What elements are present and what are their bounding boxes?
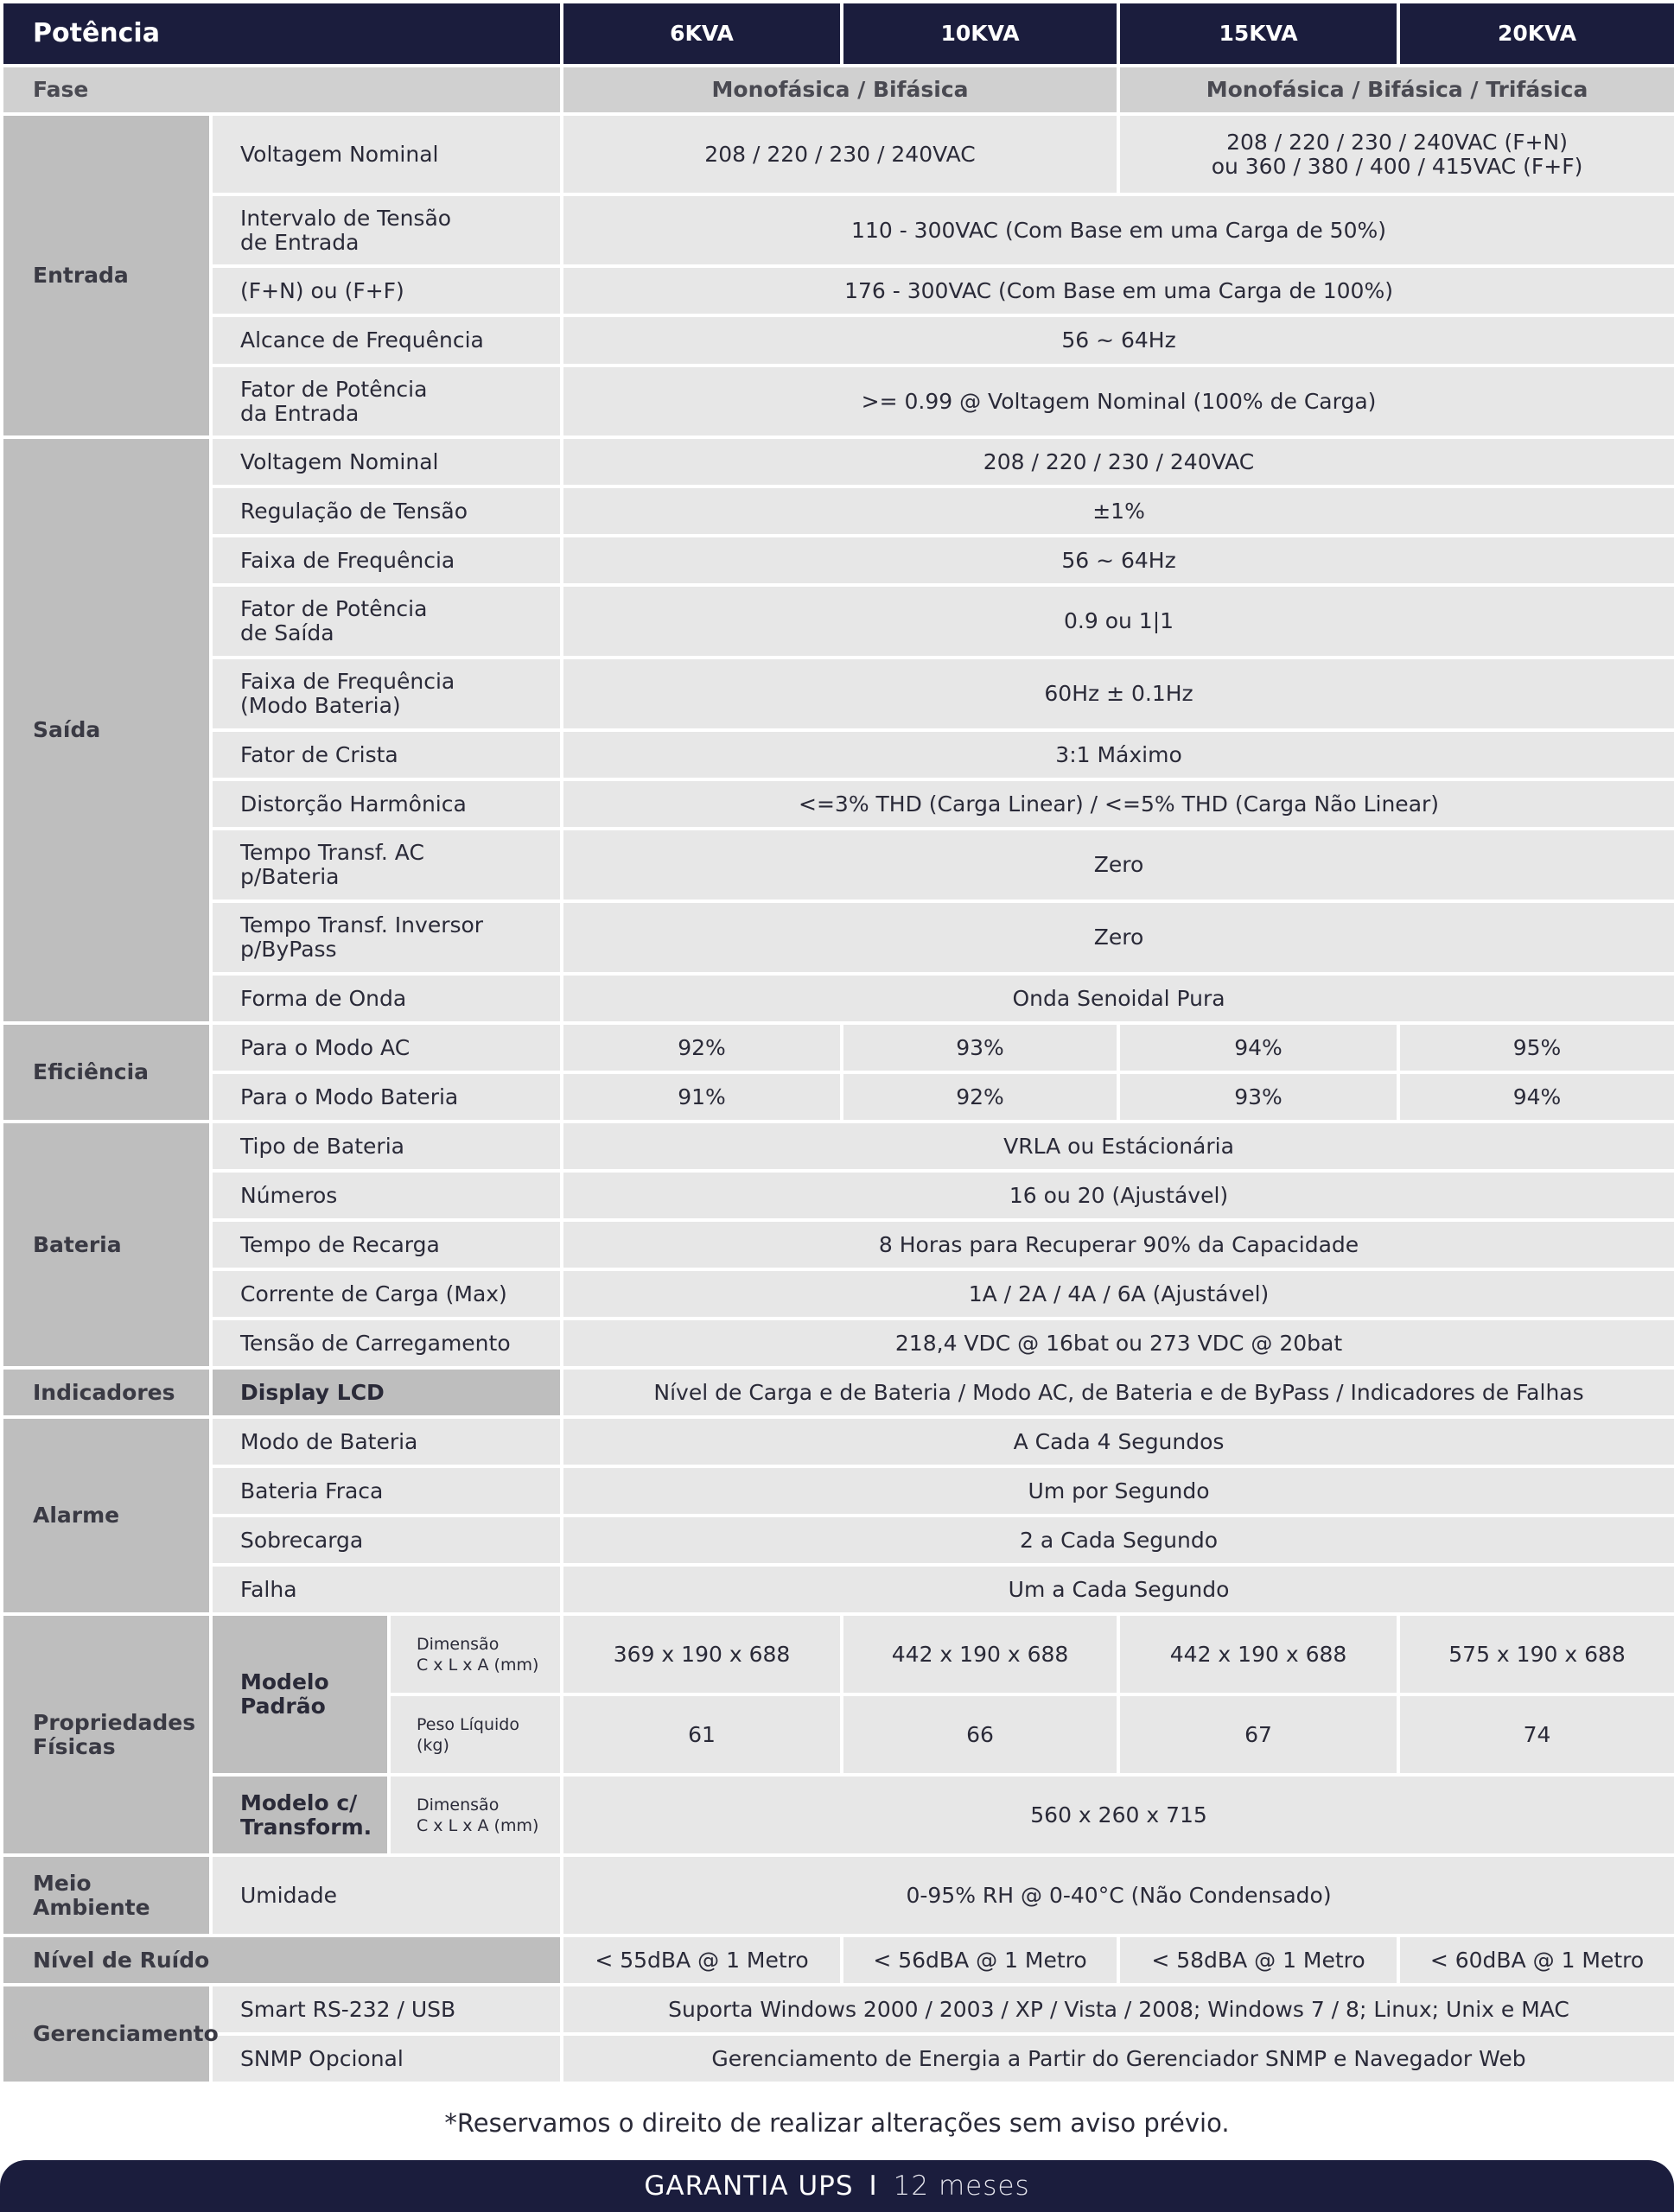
cell-value: Nível de Carga e de Bateria / Modo AC, de Bateria e de ByPass / Indicadores de Falhas	[562, 1368, 1674, 1417]
row-label: Tempo Transf. Inversor p/ByPass	[211, 901, 562, 974]
table-row	[2, 365, 1674, 437]
fase-label: Fase	[2, 66, 562, 114]
table-row	[2, 1122, 1674, 1171]
cell-value: 0.9 ou 1|1	[562, 585, 1674, 658]
table-row	[2, 1171, 1674, 1220]
row-label: Faixa de Frequência	[211, 536, 562, 585]
table-row	[2, 974, 1674, 1023]
row-label: Números	[211, 1171, 562, 1220]
model-6kva: 6KVA	[562, 2, 842, 66]
cell-value: Gerenciamento de Energia a Partir do Gerenciador SNMP e Navegador Web	[562, 2034, 1674, 2083]
cell-value: < 58dBA @ 1 Metro	[1118, 1936, 1398, 1985]
row-label: Fator de Crista	[211, 730, 562, 779]
model-10kva: 10KVA	[842, 2, 1118, 66]
table-row	[2, 1775, 1674, 1855]
fase-group2: Monofásica / Bifásica / Trifásica	[1118, 66, 1674, 114]
row-label: Falha	[211, 1565, 562, 1614]
table-row	[2, 315, 1674, 365]
cell-value: 93%	[1118, 1072, 1398, 1122]
row-label: Voltagem Nominal	[211, 437, 562, 486]
table-row	[2, 1220, 1674, 1269]
table-row	[2, 1516, 1674, 1565]
category-bateria: Bateria	[2, 1122, 211, 1368]
category-saida: Saída	[2, 437, 211, 1023]
category-alarme: Alarme	[2, 1417, 211, 1614]
table-row	[2, 1368, 1674, 1417]
cell-value: 94%	[1118, 1023, 1398, 1072]
cell-value: 56 ~ 64Hz	[562, 536, 1674, 585]
cell-value: 95%	[1398, 1023, 1674, 1072]
row-label: Bateria Fraca	[211, 1466, 562, 1516]
category-eficiencia: Eficiência	[2, 1023, 211, 1122]
cell-value: 208 / 220 / 230 / 240VAC (F+N) ou 360 / 380 / 400 / 415VAC (F+F)	[1118, 114, 1674, 194]
category-gerenciamento: Gerenciamento	[2, 1985, 211, 2083]
table-row	[2, 114, 1674, 194]
table-row	[2, 194, 1674, 266]
cell-value: 91%	[562, 1072, 842, 1122]
cell-value: 442 x 190 x 688	[842, 1614, 1118, 1694]
warranty-months: 12 meses	[893, 2171, 1030, 2202]
cell-value: 560 x 260 x 715	[562, 1775, 1674, 1855]
table-row	[2, 266, 1674, 315]
table-row	[2, 1466, 1674, 1516]
cell-value: 16 ou 20 (Ajustável)	[562, 1171, 1674, 1220]
cell-value: 94%	[1398, 1072, 1674, 1122]
row-label: Smart RS-232 / USB	[211, 1985, 562, 2034]
cell-value: Zero	[562, 829, 1674, 901]
row-label: Tempo de Recarga	[211, 1220, 562, 1269]
cell-value: <=3% THD (Carga Linear) / <=5% THD (Carga Não Linear)	[562, 779, 1674, 829]
cell-value: 575 x 190 x 688	[1398, 1614, 1674, 1694]
cell-value: 8 Horas para Recuperar 90% da Capacidade	[562, 1220, 1674, 1269]
cell-value: 369 x 190 x 688	[562, 1614, 842, 1694]
row-label: Regulação de Tensão	[211, 486, 562, 536]
cell-value: 56 ~ 64Hz	[562, 315, 1674, 365]
category-entrada: Entrada	[2, 114, 211, 437]
row-label: Tensão de Carregamento	[211, 1319, 562, 1368]
row-label: SNMP Opcional	[211, 2034, 562, 2083]
cell-value: 60Hz ± 0.1Hz	[562, 658, 1674, 730]
cell-value: 208 / 220 / 230 / 240VAC	[562, 114, 1118, 194]
warranty-footer	[0, 2160, 1674, 2212]
display-lcd-label: Display LCD	[211, 1368, 562, 1417]
cell-value: 176 - 300VAC (Com Base em uma Carga de 100%)	[562, 266, 1674, 315]
table-row	[2, 1936, 1674, 1985]
cell-value: 3:1 Máximo	[562, 730, 1674, 779]
category-fisicas: Propriedades Físicas	[2, 1614, 211, 1855]
table-row	[2, 1023, 1674, 1072]
row-label: Sobrecarga	[211, 1516, 562, 1565]
table-row	[2, 585, 1674, 658]
table-row	[2, 1565, 1674, 1614]
cell-value: 92%	[562, 1023, 842, 1072]
fase-group1: Monofásica / Bifásica	[562, 66, 1118, 114]
row-label: (F+N) ou (F+F)	[211, 266, 562, 315]
cell-value: 0-95% RH @ 0-40°C (Não Condensado)	[562, 1855, 1674, 1936]
row-label: Para o Modo Bateria	[211, 1072, 562, 1122]
fase-row	[2, 66, 1674, 114]
cell-value: 66	[842, 1694, 1118, 1775]
cell-value: Zero	[562, 901, 1674, 974]
cell-value: 2 a Cada Segundo	[562, 1516, 1674, 1565]
row-label: Tempo Transf. AC p/Bateria	[211, 829, 562, 901]
cell-value: 110 - 300VAC (Com Base em uma Carga de 50%)	[562, 194, 1674, 266]
cell-value: A Cada 4 Segundos	[562, 1417, 1674, 1466]
table-row	[2, 486, 1674, 536]
row-label: Voltagem Nominal	[211, 114, 562, 194]
cell-value: 1A / 2A / 4A / 6A (Ajustável)	[562, 1269, 1674, 1319]
cell-value: Onda Senoidal Pura	[562, 974, 1674, 1023]
category-ruido: Nível de Ruído	[2, 1936, 562, 1985]
row-label: Fator de Potência de Saída	[211, 585, 562, 658]
cell-value: 92%	[842, 1072, 1118, 1122]
row-label: Intervalo de Tensão de Entrada	[211, 194, 562, 266]
cell-value: 93%	[842, 1023, 1118, 1072]
cell-value: 67	[1118, 1694, 1398, 1775]
table-row	[2, 1417, 1674, 1466]
model-20kva: 20KVA	[1398, 2, 1674, 66]
cell-value: >= 0.99 @ Voltagem Nominal (100% de Carga)	[562, 365, 1674, 437]
row-label: Tipo de Bateria	[211, 1122, 562, 1171]
cell-value: < 60dBA @ 1 Metro	[1398, 1936, 1674, 1985]
modelo-transform-label: Modelo c/ Transform.	[211, 1775, 389, 1855]
potencia-label: Potência	[2, 2, 562, 66]
row-label: Umidade	[211, 1855, 562, 1936]
table-row	[2, 730, 1674, 779]
table-row	[2, 1269, 1674, 1319]
cell-value: < 55dBA @ 1 Metro	[562, 1936, 842, 1985]
cell-value: Suporta Windows 2000 / 2003 / XP / Vista / 2008; Windows 7 / 8; Linux; Unix e MAC	[562, 1985, 1674, 2034]
table-row	[2, 779, 1674, 829]
row-label: Forma de Onda	[211, 974, 562, 1023]
category-indicadores: Indicadores	[2, 1368, 211, 1417]
table-row	[2, 2034, 1674, 2083]
table-row	[2, 437, 1674, 486]
peso-label: Peso Líquido (kg)	[389, 1694, 562, 1775]
cell-value: Um a Cada Segundo	[562, 1565, 1674, 1614]
category-meio-ambiente: Meio Ambiente	[2, 1855, 211, 1936]
cell-value: 61	[562, 1694, 842, 1775]
row-label: Alcance de Frequência	[211, 315, 562, 365]
table-row	[2, 1319, 1674, 1368]
row-label: Para o Modo AC	[211, 1023, 562, 1072]
modelo-padrao-label: Modelo Padrão	[211, 1614, 389, 1775]
cell-value: 74	[1398, 1694, 1674, 1775]
cell-value: VRLA ou Estácionária	[562, 1122, 1674, 1171]
row-label: Modo de Bateria	[211, 1417, 562, 1466]
table-row	[2, 1072, 1674, 1122]
model-15kva: 15KVA	[1118, 2, 1398, 66]
table-row	[2, 1985, 1674, 2034]
cell-value: < 56dBA @ 1 Metro	[842, 1936, 1118, 1985]
header-row	[2, 2, 1674, 66]
row-label: Faixa de Frequência (Modo Bateria)	[211, 658, 562, 730]
table-row	[2, 536, 1674, 585]
dimensao-transform-label: Dimensão C x L x A (mm)	[389, 1775, 562, 1855]
disclaimer-note: *Reservamos o direito de realizar alterações sem aviso prévio.	[444, 2108, 1230, 2138]
footer-separator: I	[869, 2171, 878, 2202]
row-label: Fator de Potência da Entrada	[211, 365, 562, 437]
table-row	[2, 1614, 1674, 1694]
warranty-label: GARANTIA UPS	[644, 2171, 854, 2202]
dimensao-label: Dimensão C x L x A (mm)	[389, 1614, 562, 1694]
cell-value: 208 / 220 / 230 / 240VAC	[562, 437, 1674, 486]
row-label: Corrente de Carga (Max)	[211, 1269, 562, 1319]
cell-value: Um por Segundo	[562, 1466, 1674, 1516]
row-label: Distorção Harmônica	[211, 779, 562, 829]
table-row	[2, 1855, 1674, 1936]
cell-value: ±1%	[562, 486, 1674, 536]
cell-value: 218,4 VDC @ 16bat ou 273 VDC @ 20bat	[562, 1319, 1674, 1368]
cell-value: 442 x 190 x 688	[1118, 1614, 1398, 1694]
table-row	[2, 658, 1674, 730]
table-row	[2, 829, 1674, 901]
table-row	[2, 901, 1674, 974]
